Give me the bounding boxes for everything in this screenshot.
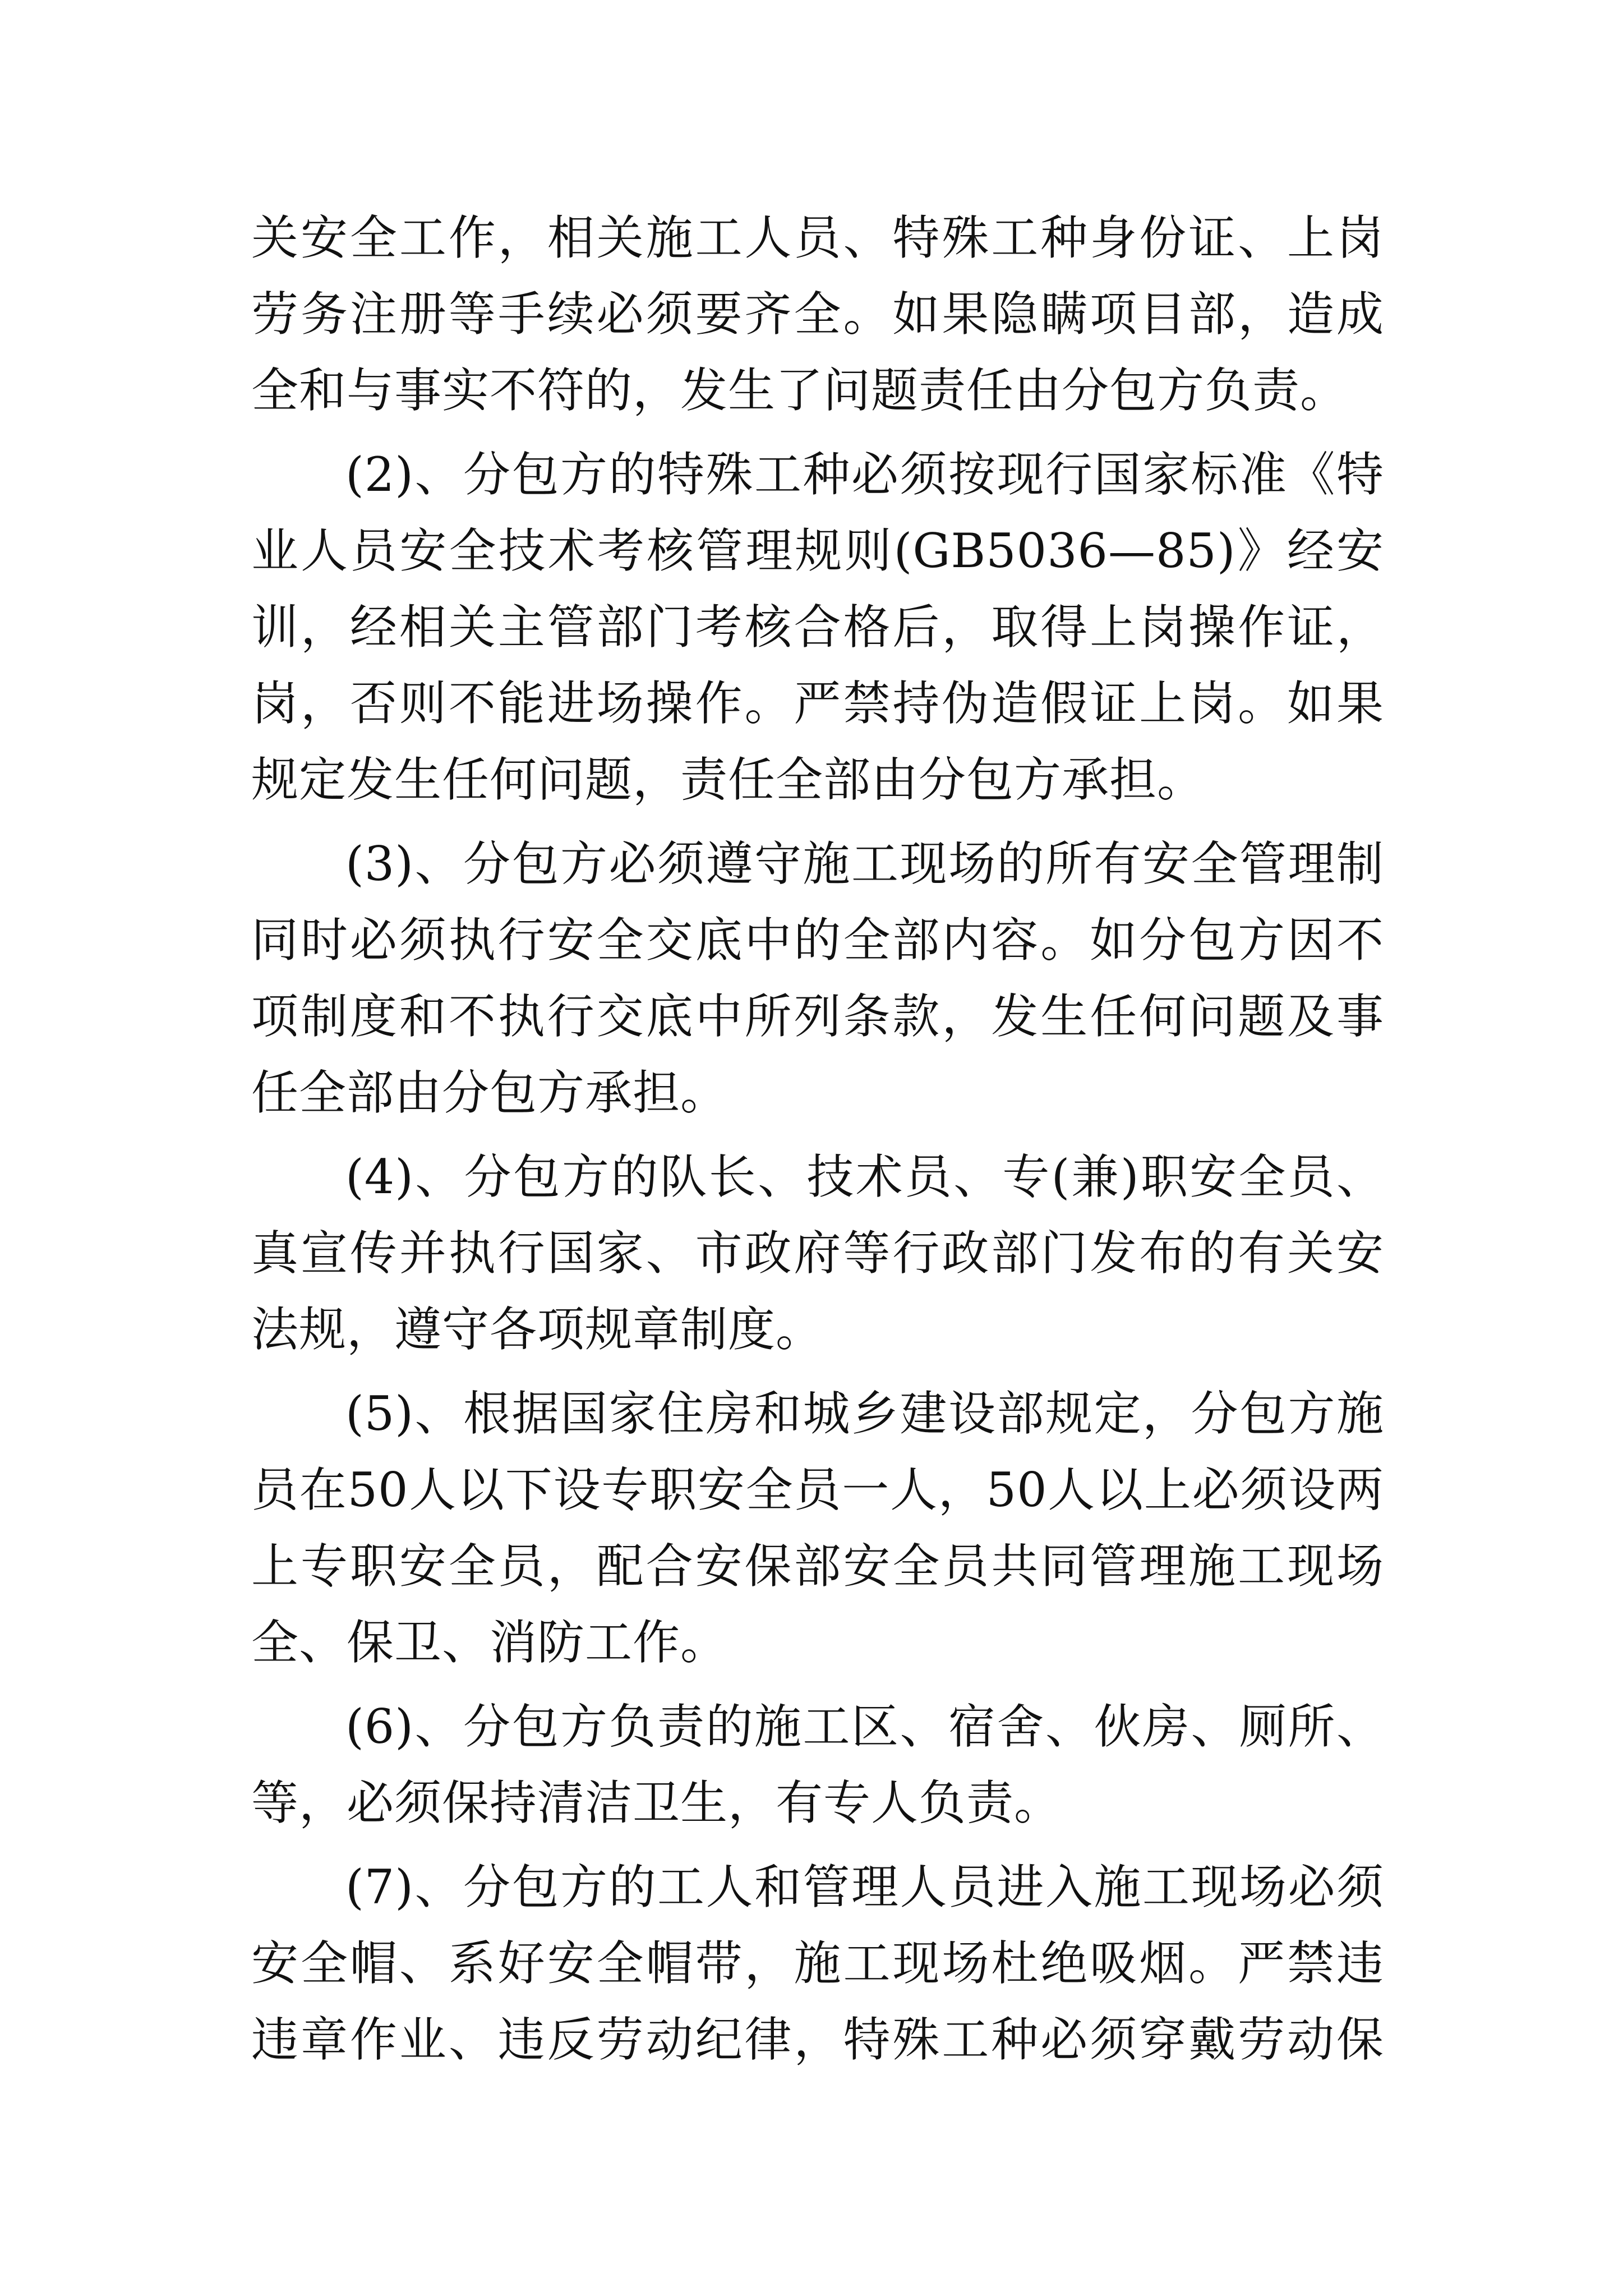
text-line: (3)、分包方必须遵守施工现场的所有安全管理制 bbox=[345, 836, 1384, 891]
text-line: 安全帽、系好安全帽带，施工现场杜绝吸烟。严禁违 bbox=[251, 1936, 1384, 1991]
text-line: 任全部由分包方承担。 bbox=[251, 1065, 728, 1120]
text-line: (5)、根据国家住房和城乡建设部规定，分包方施 bbox=[345, 1386, 1384, 1441]
text-line: 法规，遵守各项规章制度。 bbox=[251, 1302, 824, 1357]
paragraph-item-7 bbox=[251, 1849, 1384, 2078]
text-line: 员在50人以下设专职安全员一人，50人以上必须设两 bbox=[251, 1462, 1384, 1517]
text-line: 劳务注册等手续必须要齐全。如果隐瞒项目部，造成 bbox=[251, 287, 1384, 342]
text-line: 关安全工作，相关施工人员、特殊工种身份证、上岗 bbox=[251, 210, 1384, 265]
text-line: 全和与事实不符的，发生了问题责任由分包方负责。 bbox=[251, 363, 1348, 418]
text-line: 业人员安全技术考核管理规则(GB5036—85)》经安 bbox=[251, 523, 1384, 578]
text-line: (4)、分包方的队长、技术员、专(兼)职安全员、 bbox=[345, 1149, 1384, 1204]
text-line: 等，必须保持清洁卫生，有专人负责。 bbox=[251, 1775, 1062, 1830]
text-line: (6)、分包方负责的施工区、宿舍、伙房、厕所、 bbox=[345, 1699, 1384, 1754]
text-line: 违章作业、违反劳动纪律，特殊工种必须穿戴劳动保 bbox=[251, 2012, 1384, 2067]
text-line: (7)、分包方的工人和管理人员进入施工现场必须 bbox=[345, 1860, 1384, 1915]
paragraph-continued bbox=[251, 200, 1384, 429]
paragraph-item-5 bbox=[251, 1375, 1384, 1681]
document-body bbox=[251, 200, 1384, 2086]
text-line: (2)、分包方的特殊工种必须按现行国家标准《特 bbox=[345, 447, 1384, 502]
text-line: 训，经相关主管部门考核合格后，取得上岗操作证， bbox=[251, 600, 1384, 655]
text-line: 真宣传并执行国家、市政府等行政部门发布的有关安 bbox=[251, 1226, 1384, 1281]
text-line: 岗，否则不能进场操作。严禁持伪造假证上岗。如果 bbox=[251, 676, 1384, 731]
paragraph-item-3 bbox=[251, 826, 1384, 1131]
text-line: 上专职安全员，配合安保部安全员共同管理施工现场 bbox=[251, 1539, 1384, 1594]
text-line: 项制度和不执行交底中所列条款，发生任何问题及事 bbox=[251, 989, 1384, 1044]
paragraph-item-2 bbox=[251, 436, 1384, 818]
paragraph-item-6 bbox=[251, 1688, 1384, 1841]
paragraph-item-4 bbox=[251, 1139, 1384, 1368]
text-line: 全、保卫、消防工作。 bbox=[251, 1615, 728, 1670]
text-line: 规定发生任何问题，责任全部由分包方承担。 bbox=[251, 752, 1205, 807]
text-line: 同时必须执行安全交底中的全部内容。如分包方因不 bbox=[251, 913, 1384, 968]
